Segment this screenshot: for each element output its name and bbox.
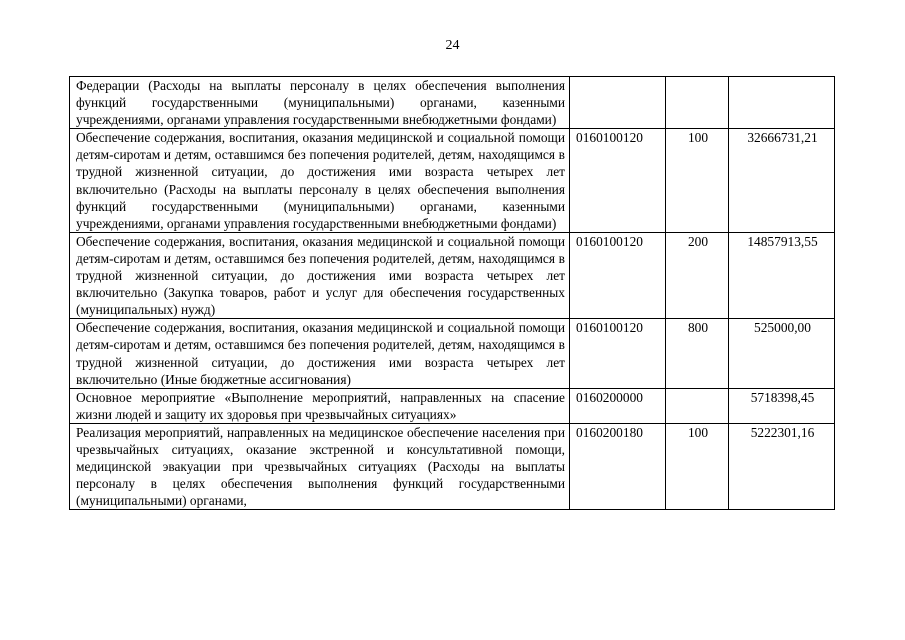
- row-target-code: [570, 77, 666, 129]
- table-row: [70, 388, 835, 423]
- row-amount: 525000,00: [729, 319, 835, 388]
- row-amount: 32666731,21: [729, 129, 835, 233]
- table-row: [70, 232, 835, 318]
- table-row: [70, 129, 835, 233]
- row-amount: [729, 77, 835, 129]
- row-target-code: 0160100120: [570, 129, 666, 233]
- table-row: [70, 423, 835, 509]
- row-target-code: 0160200000: [570, 388, 666, 423]
- row-description: Обеспечение содержания, воспитания, оказания медицинской и социальной помощи детям-сиротам и детям, оставшимся без попечения родителей, детям, находящимся в трудной жизненной ситуации, до достижения ими возраста четырех лет включительно (Закупка товаров, работ и услуг для обеспечения государственных (муниципальных) нужд): [70, 232, 570, 318]
- row-description: Реализация мероприятий, направленных на медицинское обеспечение населения при чрезвычайных ситуациях, оказание экстренной и консультативной помощи, медицинской эвакуации при чрезвычайных ситуациях (Расходы на выплаты персоналу в целях обеспечения выполнения функций государственными (муниципальными) органами,: [70, 423, 570, 509]
- row-target-code: 0160100120: [570, 319, 666, 388]
- row-expense-type: 100: [666, 423, 729, 509]
- row-description: Обеспечение содержания, воспитания, оказания медицинской и социальной помощи детям-сиротам и детям, оставшимся без попечения родителей, детям, находящимся в трудной жизненной ситуации, до достижения ими возраста четырех лет включительно (Иные бюджетные ассигнования): [70, 319, 570, 388]
- row-target-code: 0160200180: [570, 423, 666, 509]
- row-expense-type: 200: [666, 232, 729, 318]
- table-row: [70, 319, 835, 388]
- row-expense-type: [666, 77, 729, 129]
- row-amount: 14857913,55: [729, 232, 835, 318]
- page-number: 24: [445, 38, 460, 53]
- row-description: Федерации (Расходы на выплаты персоналу в целях обеспечения выполнения функций государственными (муниципальными) органами, казенными учреждениями, органами управления государственными внебюджетными фондами): [70, 77, 570, 129]
- row-expense-type: 100: [666, 129, 729, 233]
- budget-table: [69, 76, 835, 510]
- row-amount: 5718398,45: [729, 388, 835, 423]
- row-target-code: 0160100120: [570, 232, 666, 318]
- row-description: Основное мероприятие «Выполнение мероприятий, направленных на спасение жизни людей и защиту их здоровья при чрезвычайных ситуациях»: [70, 388, 570, 423]
- row-expense-type: 800: [666, 319, 729, 388]
- row-expense-type: [666, 388, 729, 423]
- row-amount: 5222301,16: [729, 423, 835, 509]
- table-row: [70, 77, 835, 129]
- row-description: Обеспечение содержания, воспитания, оказания медицинской и социальной помощи детям-сиротам и детям, оставшимся без попечения родителей, детям, находящимся в трудной жизненной ситуации, до достижения ими возраста четырех лет включительно (Расходы на выплаты персоналу в целях обеспечения выполнения функций государственными (муниципальными) органами, казенными учреждениями, органами управления государственными внебюджетными фондами): [70, 129, 570, 233]
